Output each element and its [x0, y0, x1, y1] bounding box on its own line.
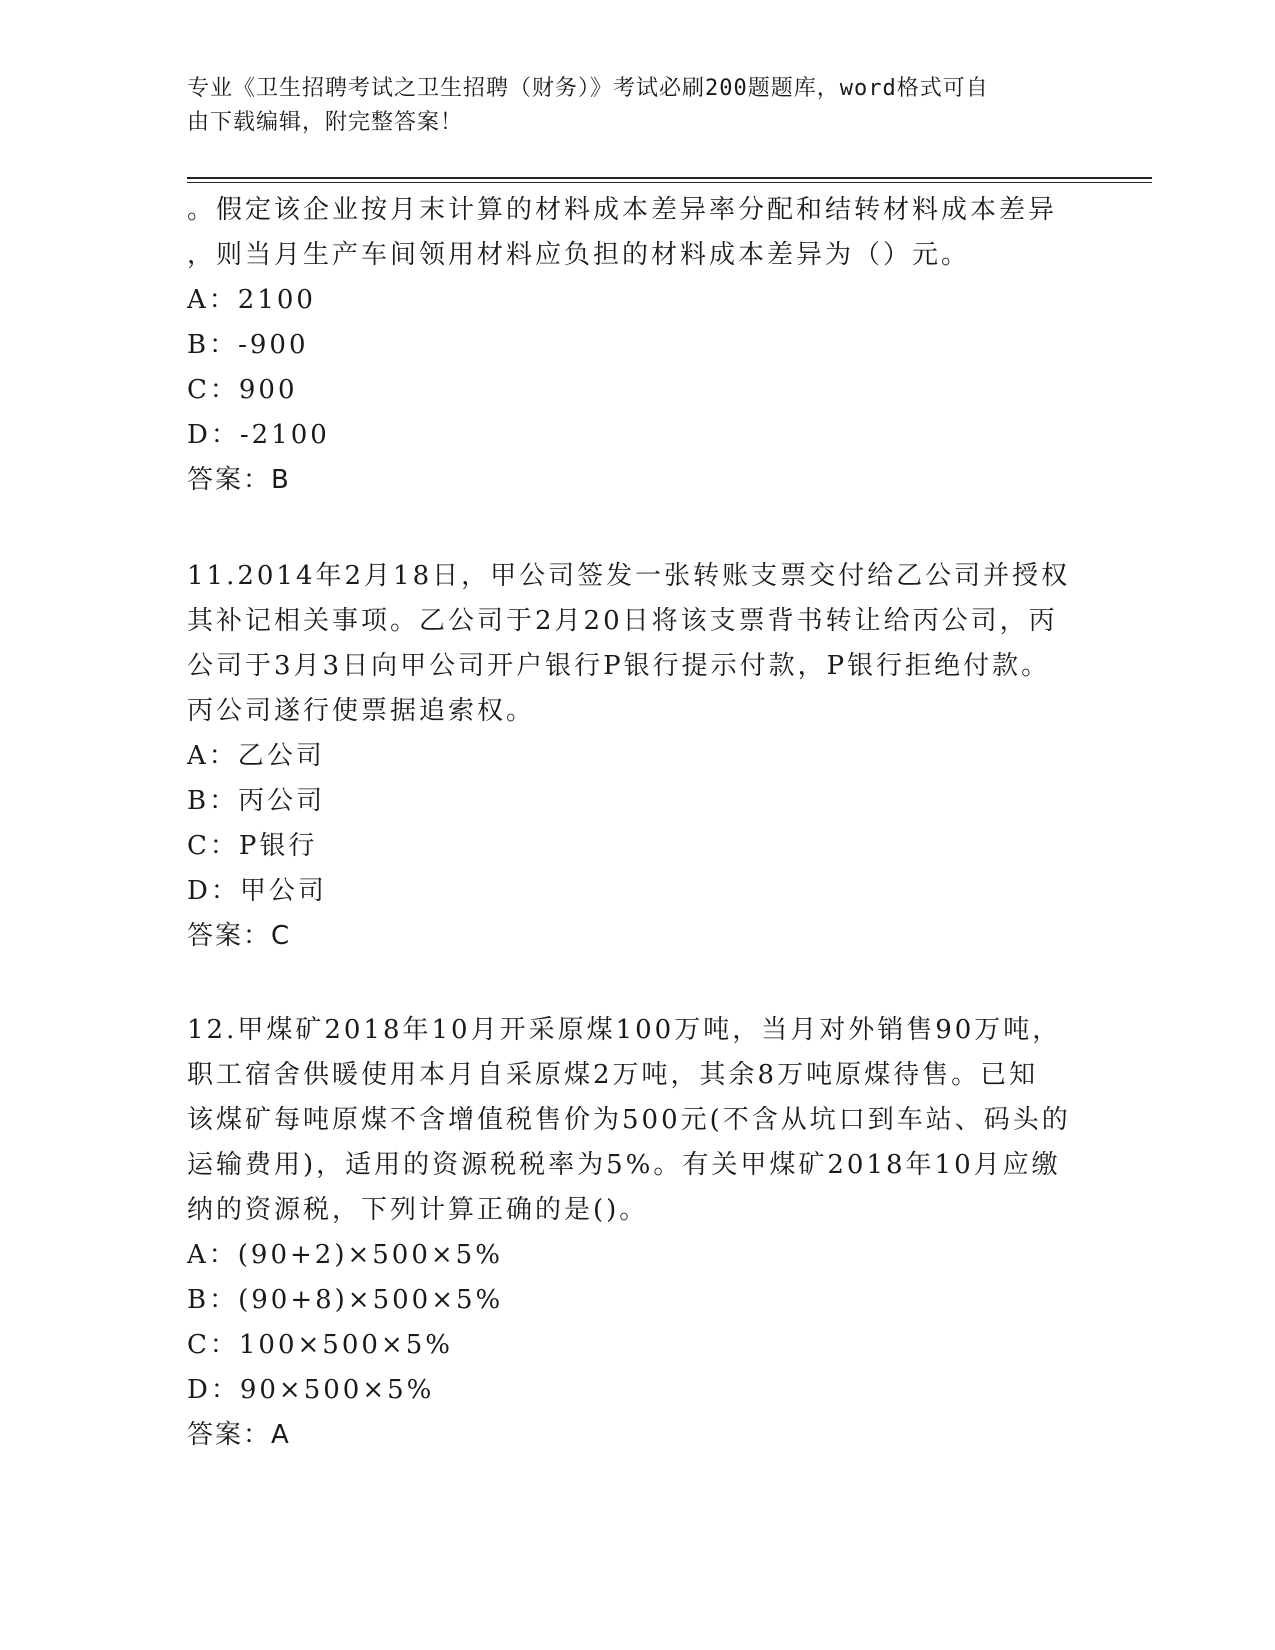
option-a: A：乙公司: [187, 741, 325, 771]
option-a: A：(90+2)×500×5%: [187, 1240, 503, 1270]
header-line-1: 专业《卫生招聘考试之卫生招聘（财务）》考试必刷200题题库，word格式可自: [187, 76, 989, 101]
answer-line: 答案：C: [187, 921, 292, 951]
header-divider-thick: [187, 177, 1152, 179]
answer-line: 答案：A: [187, 1420, 291, 1450]
option-b: B：丙公司: [187, 786, 326, 816]
option-d: D：-2100: [187, 420, 330, 450]
question-text-line: 运输费用)，适用的资源税税率为5%。有关甲煤矿2018年10月应缴: [187, 1150, 1061, 1180]
question-text-line: 12.甲煤矿2018年10月开采原煤100万吨，当月对外销售90万吨，: [187, 1015, 1062, 1045]
document-header: [187, 72, 1067, 140]
option-c: C：900: [187, 375, 298, 405]
option-b: B：-900: [187, 330, 309, 360]
question-text-line: 11.2014年2月18日，甲公司签发一张转账支票交付给乙公司并授权: [187, 561, 1071, 591]
question-text-line: 。假定该企业按月末计算的材料成本差异率分配和结转材料成本差异: [187, 195, 1058, 225]
question-12: [187, 1008, 1087, 1458]
header-divider-thin: [187, 182, 1152, 183]
question-text-line: 公司于3月3日向甲公司开户银行P银行提示付款，P银行拒绝付款。: [187, 651, 1051, 681]
option-d: D：90×500×5%: [187, 1375, 435, 1405]
question-text-line: ，则当月生产车间领用材料应负担的材料成本差异为（）元。: [187, 240, 971, 270]
question-text-line: 丙公司遂行使票据追索权。: [187, 696, 536, 726]
option-a: A：2100: [187, 285, 316, 315]
question-text-line: 纳的资源税，下列计算正确的是()。: [187, 1195, 649, 1225]
option-d: D：甲公司: [187, 876, 327, 906]
option-b: B：(90+8)×500×5%: [187, 1285, 504, 1315]
option-c: C：100×500×5%: [187, 1330, 453, 1360]
answer-line: 答案：B: [187, 465, 291, 495]
question-text-line: 其补记相关事项。乙公司于2月20日将该支票背书转让给丙公司，丙: [187, 606, 1058, 636]
question-text-line: 职工宿舍供暖使用本月自采原煤2万吨，其余8万吨原煤待售。已知: [187, 1060, 1039, 1090]
question-11: [187, 554, 1087, 959]
question-fragment: [187, 188, 1087, 503]
question-text-line: 该煤矿每吨原煤不含增值税售价为500元(不含从坑口到车站、码头的: [187, 1105, 1071, 1135]
option-c: C：P银行: [187, 831, 318, 861]
header-line-2: 由下载编辑，附完整答案！: [187, 110, 464, 135]
